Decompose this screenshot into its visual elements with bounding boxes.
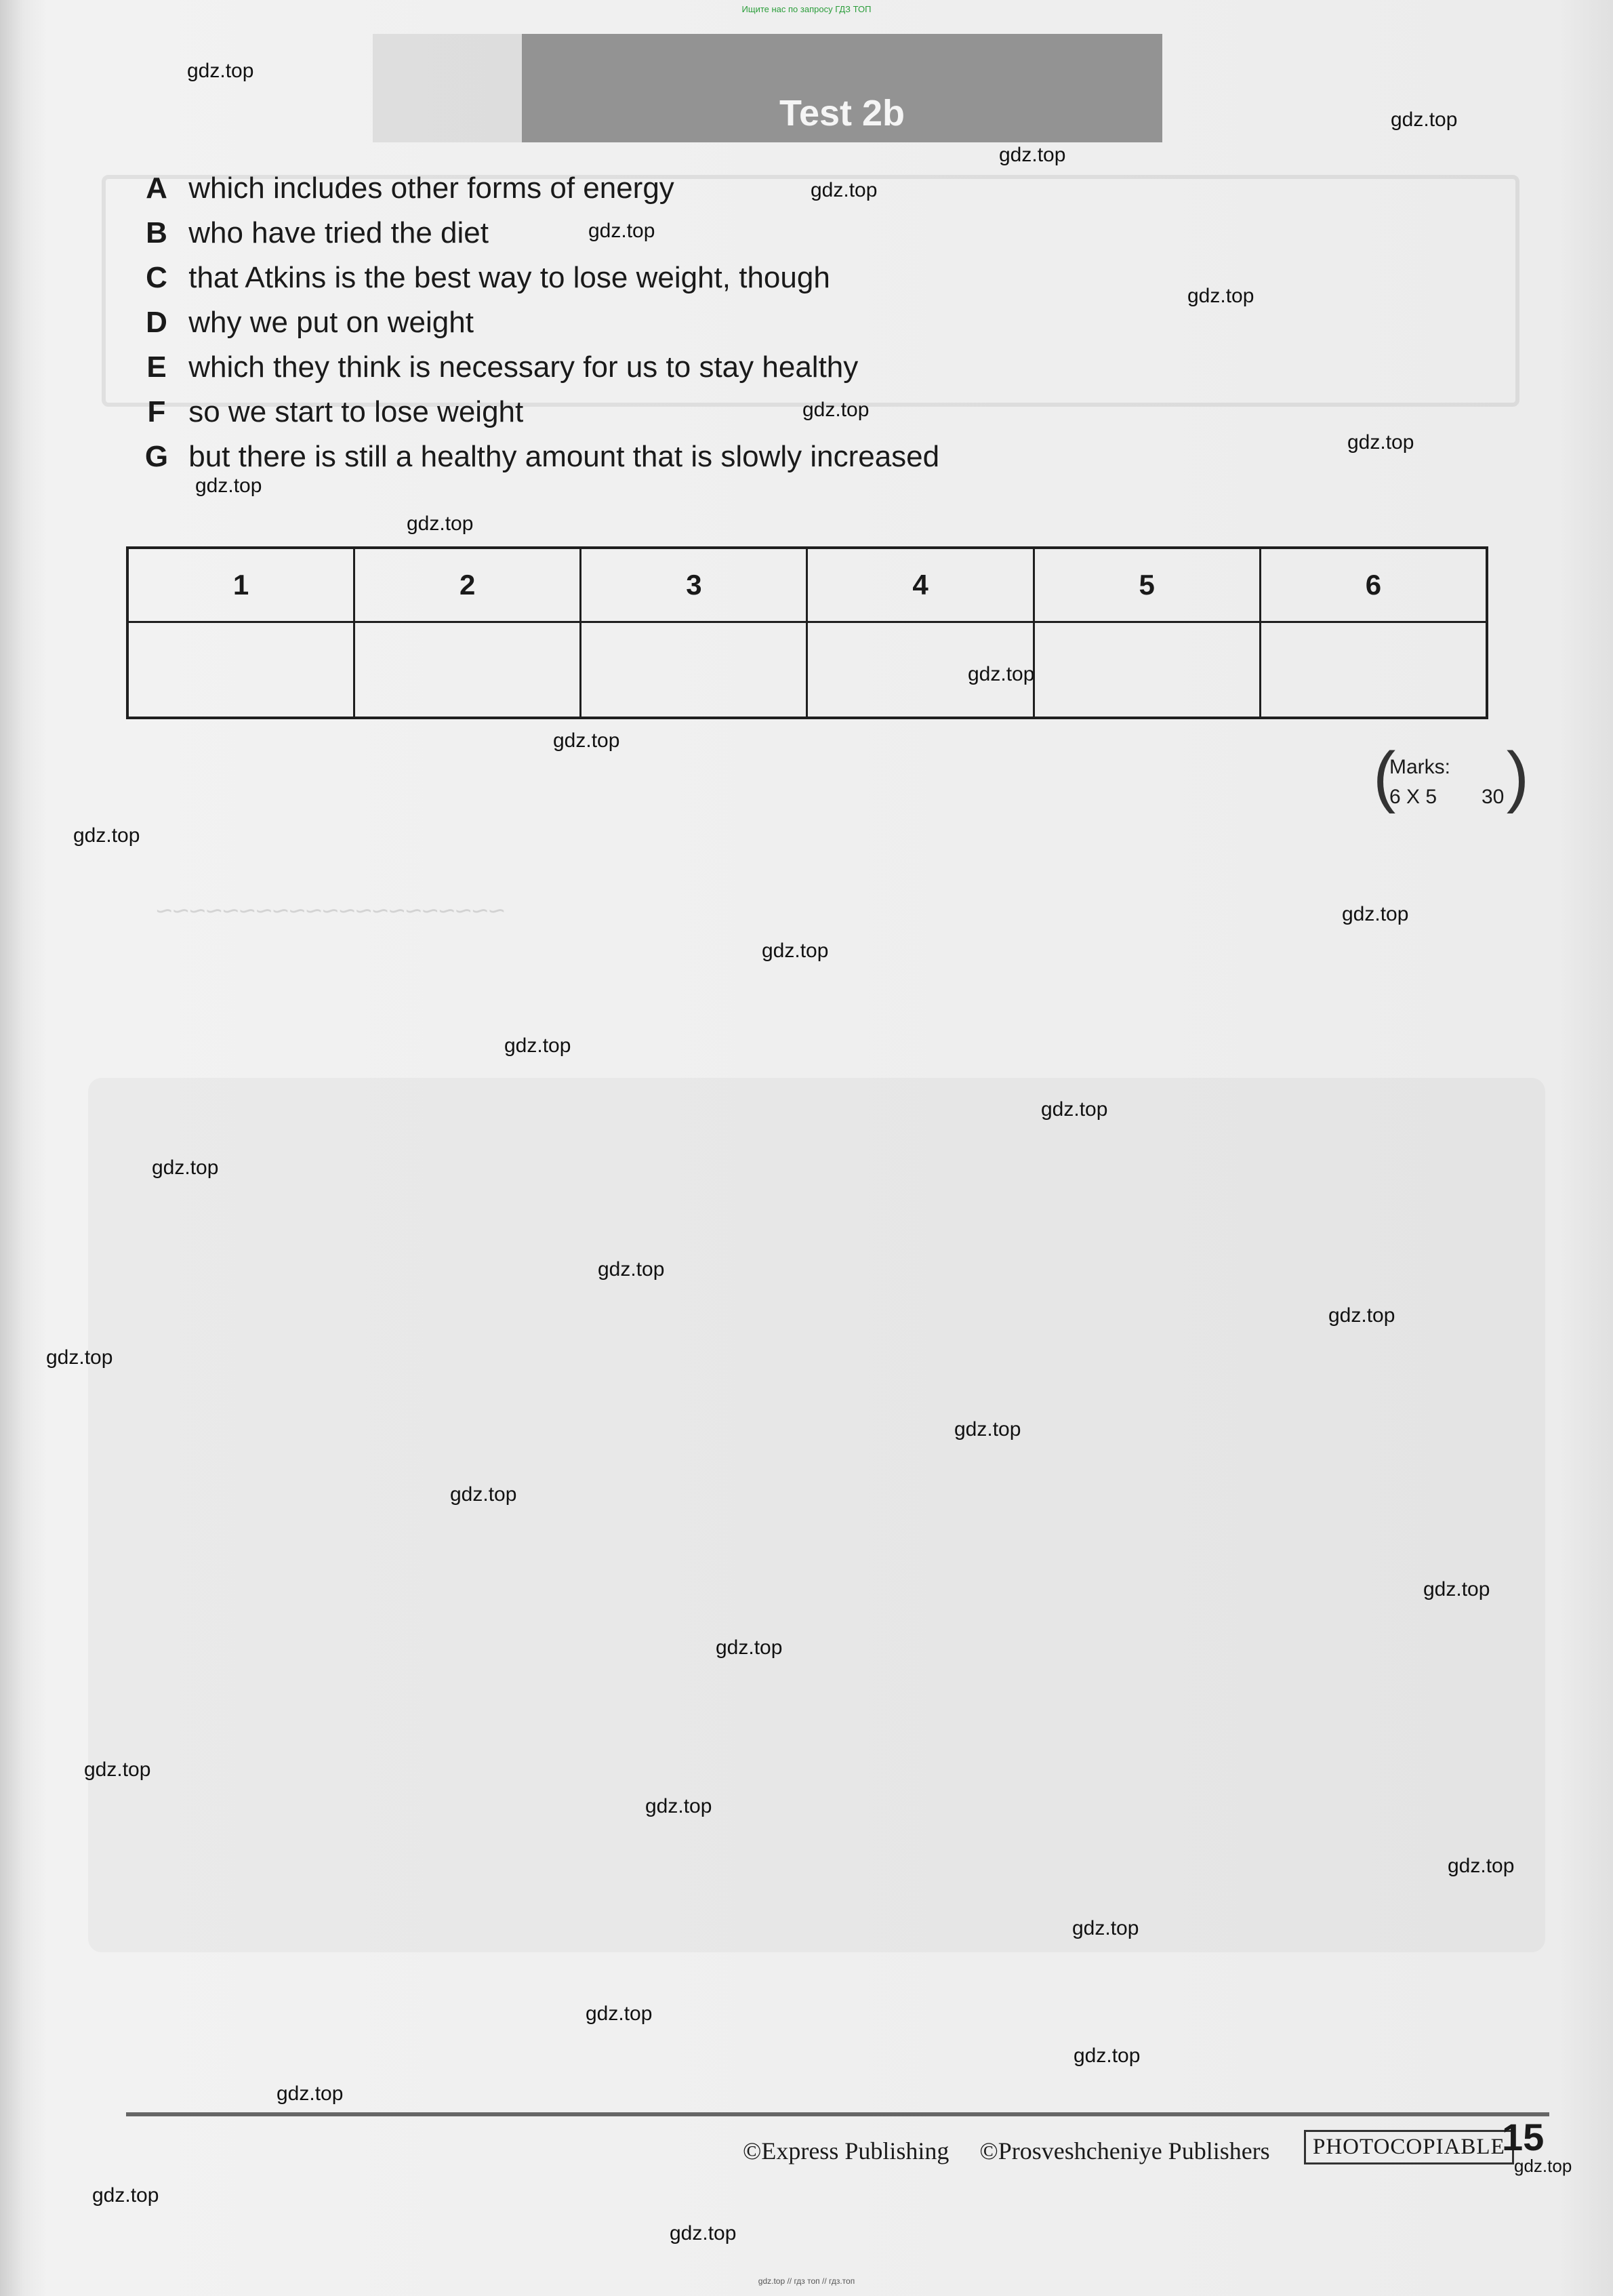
marks-calculation: 6 X 5	[1389, 786, 1437, 808]
publisher-express: ©Express Publishing	[743, 2137, 950, 2164]
photocopiable-badge: PHOTOCOPIABLE	[1304, 2130, 1514, 2164]
answer-grid-answer-row	[127, 622, 1487, 719]
option-b	[133, 213, 489, 254]
watermark: gdz.top	[802, 399, 870, 421]
option-text: why we put on weight	[188, 306, 474, 339]
watermark: gdz.top	[598, 1258, 665, 1281]
watermark: gdz.top	[84, 1758, 151, 1781]
answer-grid-header-row	[127, 548, 1487, 622]
option-text: which they think is necessary for us to stay healthy	[188, 350, 859, 384]
footer-publishers	[743, 2137, 1294, 2165]
show-through-text: ~~~~~~~~~~~~~~~~~~~~~	[156, 895, 506, 927]
top-banner[interactable]: Ищите нас по запросу ГДЗ ТОП	[741, 4, 872, 14]
watermark: gdz.top	[152, 1156, 219, 1179]
option-letter: E	[146, 350, 167, 384]
option-letter: G	[144, 440, 169, 473]
watermark: gdz.top	[450, 1483, 517, 1506]
watermark: gdz.top	[73, 824, 140, 847]
option-text: which includes other forms of energy	[188, 172, 674, 205]
watermark: gdz.top	[670, 2222, 737, 2244]
watermark: gdz.top	[1347, 431, 1414, 454]
option-text: who have tried the diet	[188, 216, 489, 249]
option-f	[133, 392, 523, 432]
watermark: gdz.top	[1074, 2045, 1141, 2067]
watermark: gdz.top	[187, 60, 254, 82]
watermark: gdz.top	[277, 2082, 344, 2105]
answer-grid-header: 4	[807, 548, 1034, 622]
option-c	[133, 258, 830, 298]
watermark: gdz.top	[1187, 285, 1254, 307]
option-e	[133, 347, 858, 388]
option-d	[133, 302, 474, 343]
option-text: but there is still a healthy amount that is slowly increased	[188, 440, 940, 473]
answer-grid-header: 3	[581, 548, 807, 622]
test-title: Test 2b	[779, 93, 905, 134]
publisher-prosveshcheniye: ©Prosveshcheniye Publishers	[979, 2137, 1270, 2164]
watermark: gdz.top	[504, 1034, 571, 1057]
watermark: gdz.top	[968, 663, 1035, 685]
marks-right-paren: )	[1506, 738, 1529, 814]
watermark: gdz.top	[588, 220, 655, 242]
watermark: gdz.top	[716, 1636, 783, 1659]
show-through-box-lower	[88, 1078, 1545, 1952]
watermark: gdz.top	[46, 1346, 113, 1369]
watermark: gdz.top	[407, 512, 474, 535]
answer-cell[interactable]	[1260, 622, 1487, 719]
page-number: 15	[1502, 2116, 1545, 2158]
option-text: so we start to lose weight	[188, 395, 524, 428]
answer-cell[interactable]	[581, 622, 807, 719]
answer-grid-header: 6	[1260, 548, 1487, 622]
answer-cell[interactable]	[1034, 622, 1260, 719]
bottom-banner: gdz.top // гдз топ // гдз.топ	[758, 2276, 855, 2286]
option-a	[133, 168, 674, 209]
answer-cell[interactable]	[127, 622, 354, 719]
watermark: gdz.top	[1041, 1098, 1108, 1121]
option-letter: A	[146, 172, 167, 205]
footer-divider	[126, 2112, 1549, 2116]
watermark: gdz.top	[195, 475, 262, 497]
option-text: that Atkins is the best way to lose weight, though	[188, 261, 830, 294]
watermark: gdz.top	[645, 1795, 712, 1817]
answer-cell[interactable]	[354, 622, 581, 719]
option-g	[133, 437, 939, 477]
title-band-left	[373, 34, 522, 142]
answer-grid	[126, 546, 1488, 719]
watermark: gdz.top	[1391, 108, 1458, 131]
watermark: gdz.top	[1072, 1917, 1139, 1939]
watermark: gdz.top	[999, 144, 1066, 166]
marks-total: 30	[1482, 786, 1505, 808]
watermark: gdz.top	[1514, 2156, 1572, 2176]
watermark: gdz.top	[92, 2184, 159, 2207]
watermark: gdz.top	[553, 729, 620, 752]
watermark: gdz.top	[1448, 1855, 1515, 1877]
marks-box	[1373, 738, 1529, 816]
answer-grid-header: 2	[354, 548, 581, 622]
answer-grid-header: 1	[127, 548, 354, 622]
watermark: gdz.top	[586, 2002, 653, 2025]
option-letter: B	[146, 216, 167, 249]
marks-left-paren: (	[1373, 738, 1396, 814]
watermark: gdz.top	[1423, 1578, 1490, 1600]
marks-label: Marks:	[1389, 756, 1450, 778]
watermark: gdz.top	[1328, 1304, 1395, 1327]
option-letter: C	[146, 261, 167, 294]
answer-grid-header: 5	[1034, 548, 1260, 622]
watermark: gdz.top	[762, 940, 829, 962]
watermark: gdz.top	[1342, 903, 1409, 925]
option-letter: D	[146, 306, 167, 339]
watermark: gdz.top	[954, 1418, 1021, 1441]
option-letter: F	[147, 395, 166, 428]
test-title-box	[522, 34, 1162, 142]
watermark: gdz.top	[811, 179, 878, 201]
